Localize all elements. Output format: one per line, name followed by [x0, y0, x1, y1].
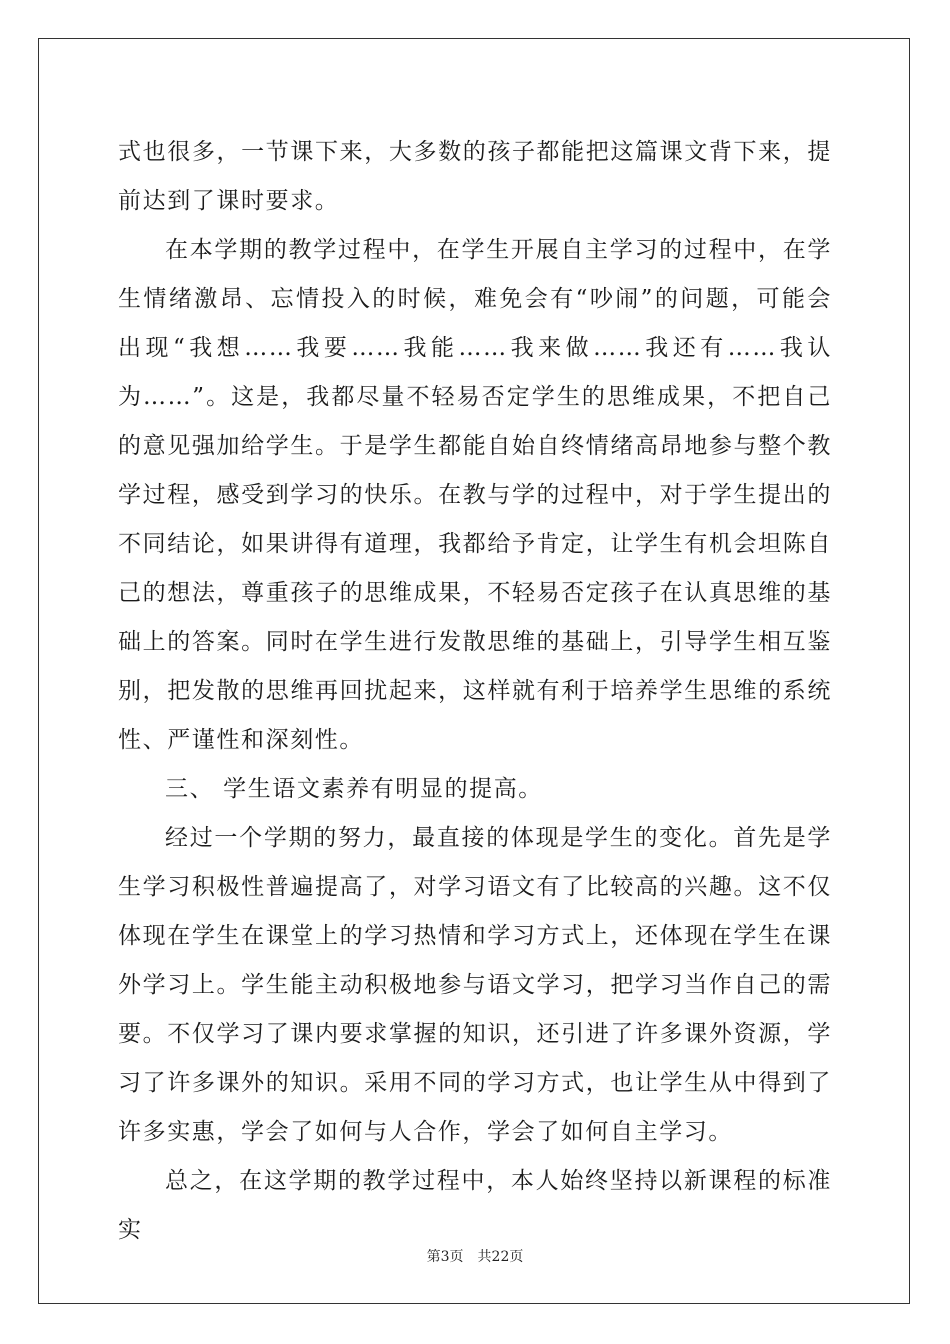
- paragraph-2: 在本学期的教学过程中，在学生开展自主学习的过程中，在学生情绪激昂、忘情投入的时候，难免会有“吵闹”的问题，可能会出现“我想……我要……我能……我来做……我还有……我认为……”。这是，我都尽量不轻易否定学生的思维成果，不把自己的意见强加给学生。于是学生都能自始自终情绪高昂地参与整个教学过程，感受到学习的快乐。在教与学的过程中，对于学生提出的不同结论，如果讲得有道理，我都给予肯定，让学生有机会坦陈自己的想法，尊重孩子的思维成果，不轻易否定孩子在认真思维的基础上的答案。同时在学生进行发散思维的基础上，引导学生相互鉴别，把发散的思维再回扰起来，这样就有利于培养学生思维的系统性、严谨性和深刻性。: [118, 237, 832, 753]
- paragraph-5: 总之，在这学期的教学过程中，本人始终坚持以新课程的标准实: [118, 1168, 832, 1243]
- paragraph-4: 经过一个学期的努力，最直接的体现是学生的变化。首先是学生学习积极性普遍提高了，对学习语文有了比较高的兴趣。这不仅体现在学生在课堂上的学习热情和学习方式上，还体现在学生在课外学习上。学生能主动积极地参与语文学习，把学习当作自己的需要。不仅学习了课内要求掌握的知识，还引进了许多课外资源，学习了许多课外的知识。采用不同的学习方式，也让学生从中得到了许多实惠，学会了如何与人合作，学会了如何自主学习。: [118, 825, 832, 1145]
- document-body: [118, 128, 832, 1255]
- current-page-number: 第3页: [426, 1249, 464, 1265]
- paragraph-1: 式也很多，一节课下来，大多数的孩子都能把这篇课文背下来，提前达到了课时要求。: [118, 139, 832, 214]
- page-footer: [0, 1246, 950, 1266]
- section-heading-3: 三、 学生语文素养有明显的提高。: [165, 776, 543, 802]
- total-page-count: 共22页: [477, 1249, 524, 1265]
